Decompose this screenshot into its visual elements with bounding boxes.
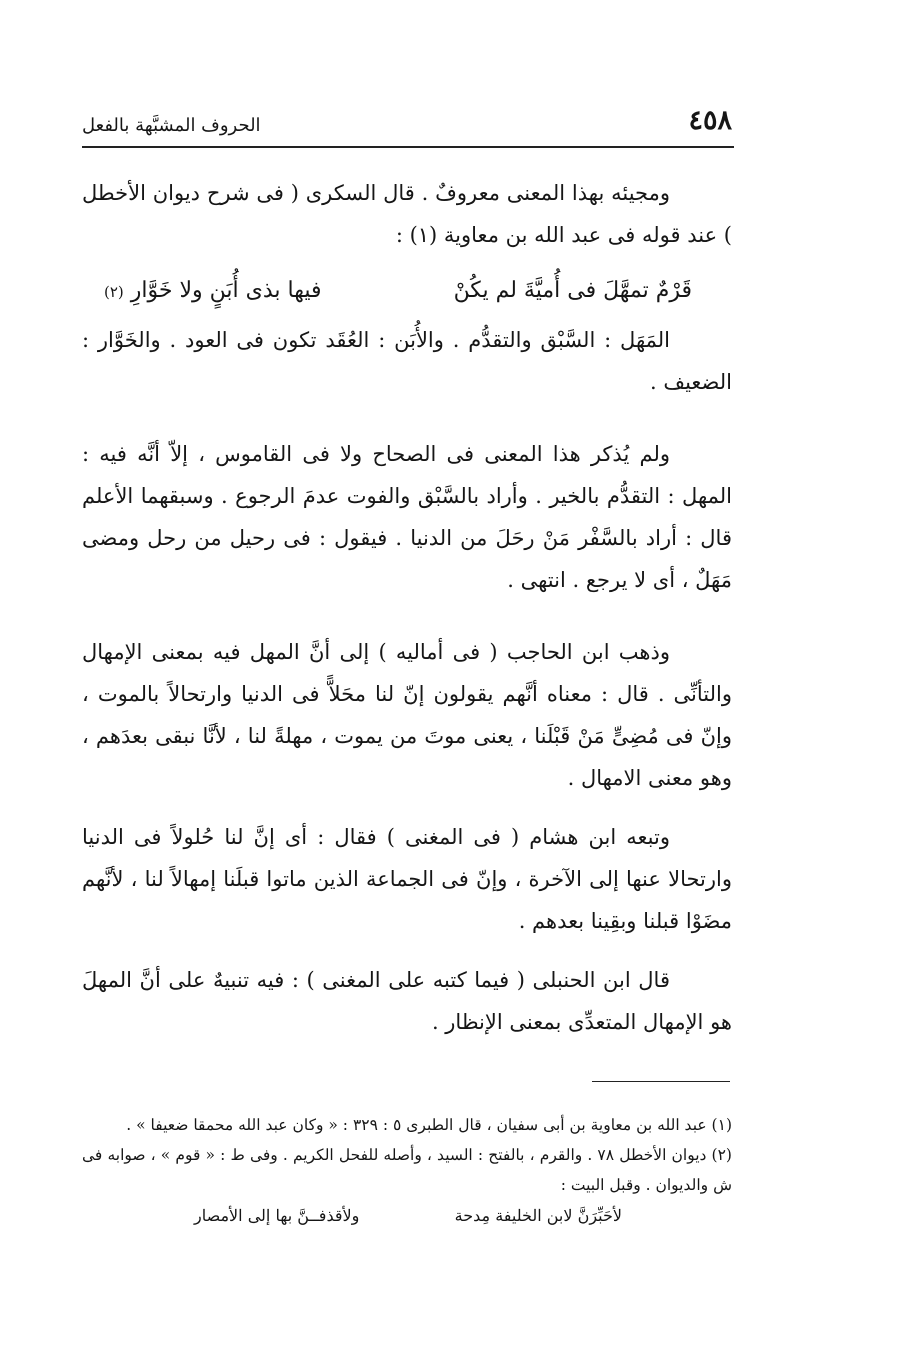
paragraph-2: المَهَل : السَّبْق والتقدُّم . والأُبَن : العُقَد تكون فى العود . والخَوَّار : الضعيف . [82,328,732,394]
footnote-verse-first: لأحَبِّرَنَّ لابن الخليفة مِدحة [454,1206,622,1225]
main-text [82,172,732,1043]
footnote-reference: (٢) [104,283,124,301]
paragraph-6: قال ابن الحنبلى ( فيما كتبه على المغنى ) : فيه تنبيهٌ على أنَّ المهلَ هو الإمهال المتعدِّى بمعنى الإنظار . [82,968,732,1034]
paragraph-1: ومجيئه بهذا المعنى معروفٌ . قال السكرى ( فى شرح ديوان الأخطل ) عند قوله فى عبد الله بن معاوية (١) : [82,181,732,247]
running-header [82,96,732,136]
footnotes [82,1110,732,1232]
footnote-rule [592,1081,730,1082]
footnote-1: (١) عبد الله بن معاوية بن أبى سفيان ، قال الطبرى ٥ : ٣٢٩ : « وكان عبد الله محمقا ضعيفا » . [126,1116,732,1134]
paragraph-5: وتبعه ابن هشام ( فى المغنى ) فقال : أى إنَّ لنا حُلولاً فى الدنيا وارتحالا عنها إلى الآخرة ، وإنّ فى الجماعة الذين ماتوا قبلَنا إمهالاً لنا ، لأنَّهم مضَوْا قبلنا وبقِينا بعدهم . [82,825,732,933]
verse-line [82,268,732,315]
footnote-verse-second: ولأقذفــنَّ بها إلى الأمصار [194,1206,360,1225]
paragraph-3: ولم يُذكر هذا المعنى فى الصحاح ولا فى القاموس ، إلاّ أنَّه فيه : المهل : التقدُّم بالخير . وأراد بالسَّبْق والفوت عدمَ الرجوع . وسبقهما الأعلم قال : أراد بالسَّفْر مَنْ رحَلَ من الدنيا . فيقول : فى رحيل من رحل ومضى مَهَلٌ ، أى لا يرجع . انتهى . [82,442,732,592]
header-rule [82,146,734,148]
running-title: الحروف المشبَّهة بالفعل [82,115,261,136]
footnote-verse [82,1200,732,1232]
verse-hemistich-second: فيها بذى أُبَنٍ ولا خَوَّارِ (٢) [104,278,322,303]
paragraph-4: وذهب ابن الحاجب ( فى أماليه ) إلى أنَّ المهل فيه بمعنى الإمهال والتأنِّى . قال : معناه أنَّهم يقولون إنّ لنا محَلاًّ فى الدنيا وارتحالاً بالموت ، وإنّ فى مُضِىٍّ مَنْ قَبْلَنا ، يعنى موتَ من يموت ، مهلةً لنا ، لأنَّا نبقى بعدَهم ، وهو معنى الامهال . [82,640,732,790]
verse-hemistich-first: قَرْمٌ تمهَّلَ فى أُميَّةَ لم يكُنْ [453,278,692,303]
page-number: ٤٥٨ [688,105,732,136]
footnote-2: (٢) ديوان الأخطل ٧٨ . والقرم ، بالفتح : السيد ، وأصله للفحل الكريم . وفى ط : « قوم » ، صوابه فى ش والديوان . وقبل البيت : [82,1146,732,1194]
